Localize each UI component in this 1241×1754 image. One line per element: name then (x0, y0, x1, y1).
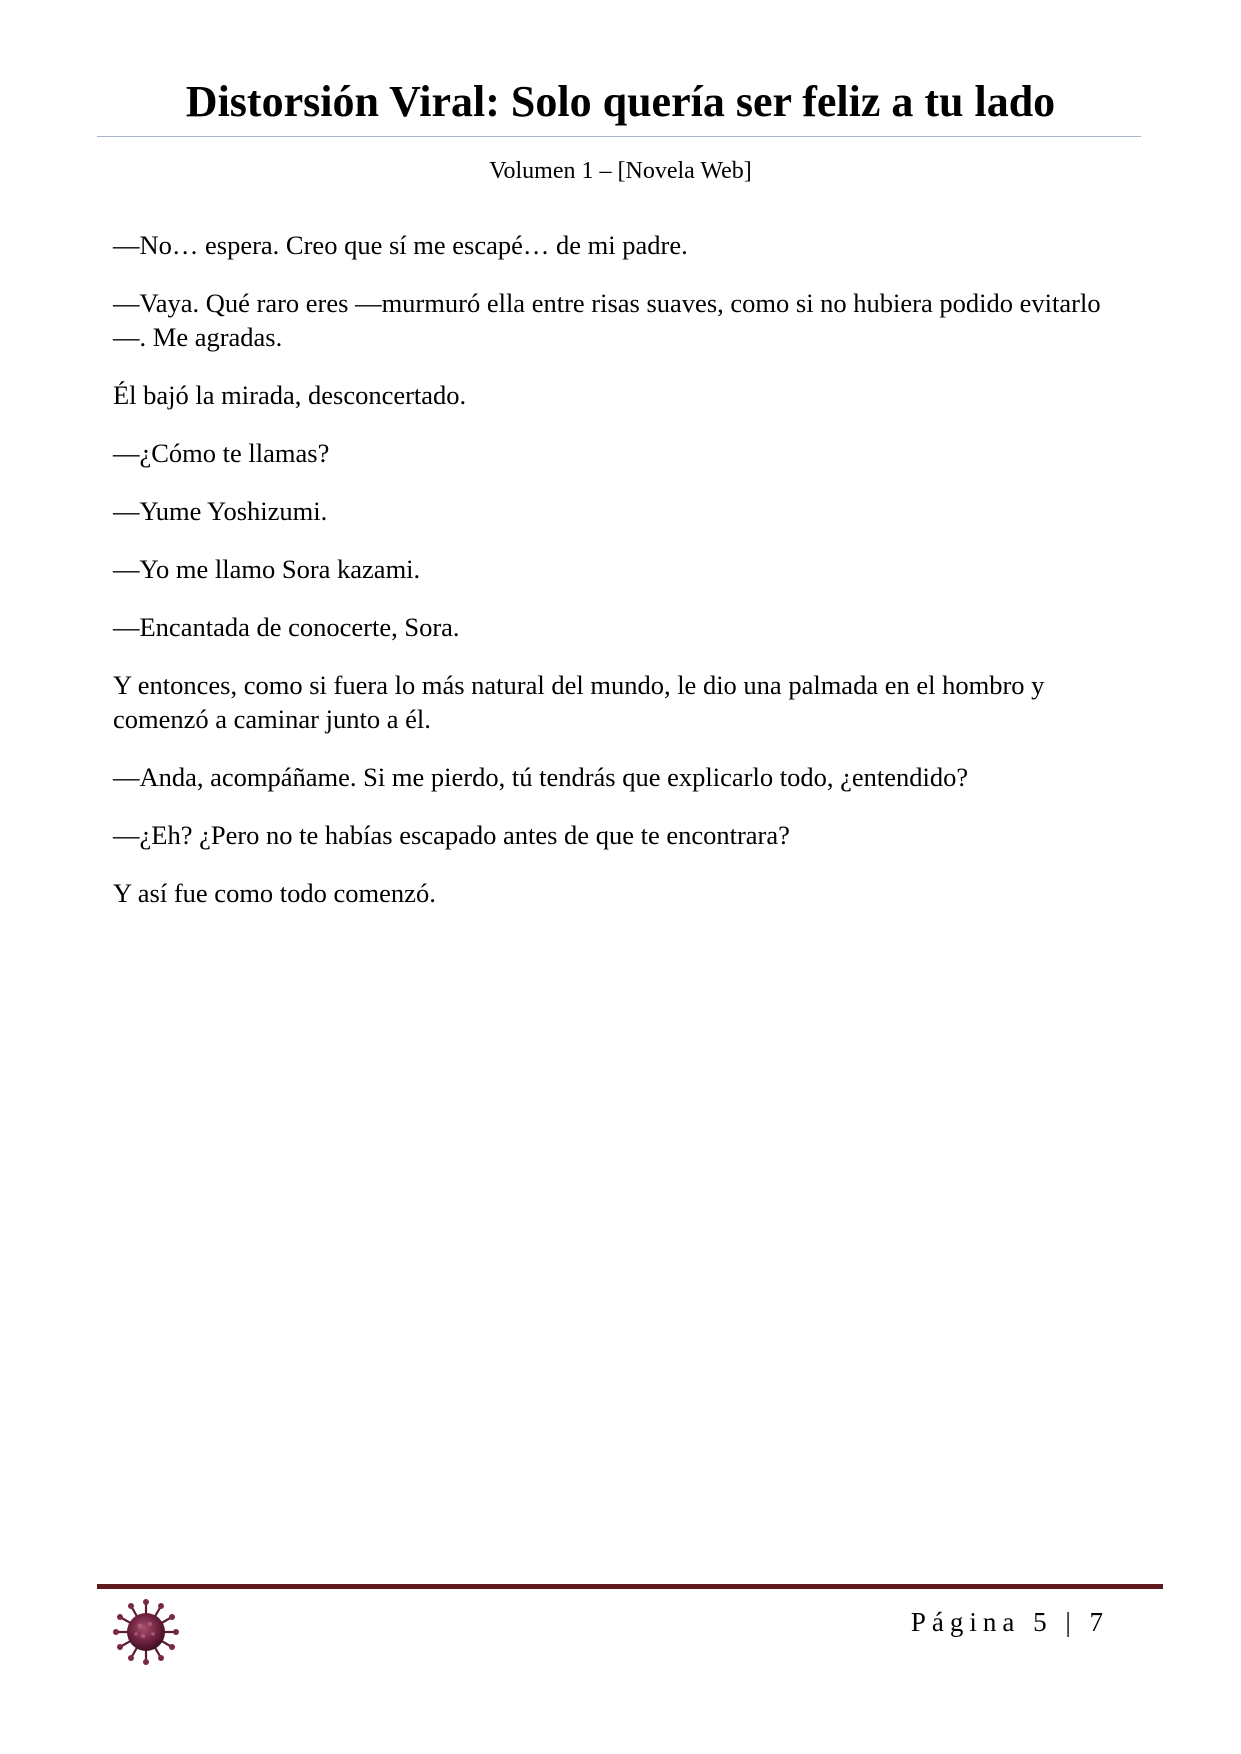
paragraph: Y así fue como todo comenzó. (113, 878, 436, 908)
paragraph: —Yume Yoshizumi. (113, 496, 328, 526)
paragraph: —¿Eh? ¿Pero no te habías escapado antes de que te encontrara? (113, 820, 790, 850)
body-text (113, 228, 1128, 934)
title-divider (97, 136, 1141, 137)
paragraph: Y entonces, como si fuera lo más natural del mundo, le dio una palmada en el hombro y comenzó a caminar junto a él. (113, 670, 1045, 734)
virus-icon (112, 1598, 180, 1666)
page-title: Distorsión Viral: Solo quería ser feliz a tu lado (185, 77, 1056, 126)
paragraph: —Encantada de conocerte, Sora. (113, 612, 460, 642)
paragraph: —Anda, acompáñame. Si me pierdo, tú tendrás que explicarlo todo, ¿entendido? (113, 762, 969, 792)
page-number: Página 5 | 7 (910, 1607, 1109, 1637)
paragraph: Él bajó la mirada, desconcertado. (113, 380, 467, 410)
footer-divider (97, 1584, 1163, 1589)
volume-subtitle: Volumen 1 – [Novela Web] (489, 158, 752, 184)
paragraph: —Yo me llamo Sora kazami. (113, 554, 421, 584)
paragraph: —¿Cómo te llamas? (113, 438, 330, 468)
paragraph: —No… espera. Creo que sí me escapé… de mi padre. (113, 230, 688, 260)
paragraph: —Vaya. Qué raro eres —murmuró ella entre risas suaves, como si no hubiera podido evitarlo—. Me agradas. (113, 288, 1101, 352)
